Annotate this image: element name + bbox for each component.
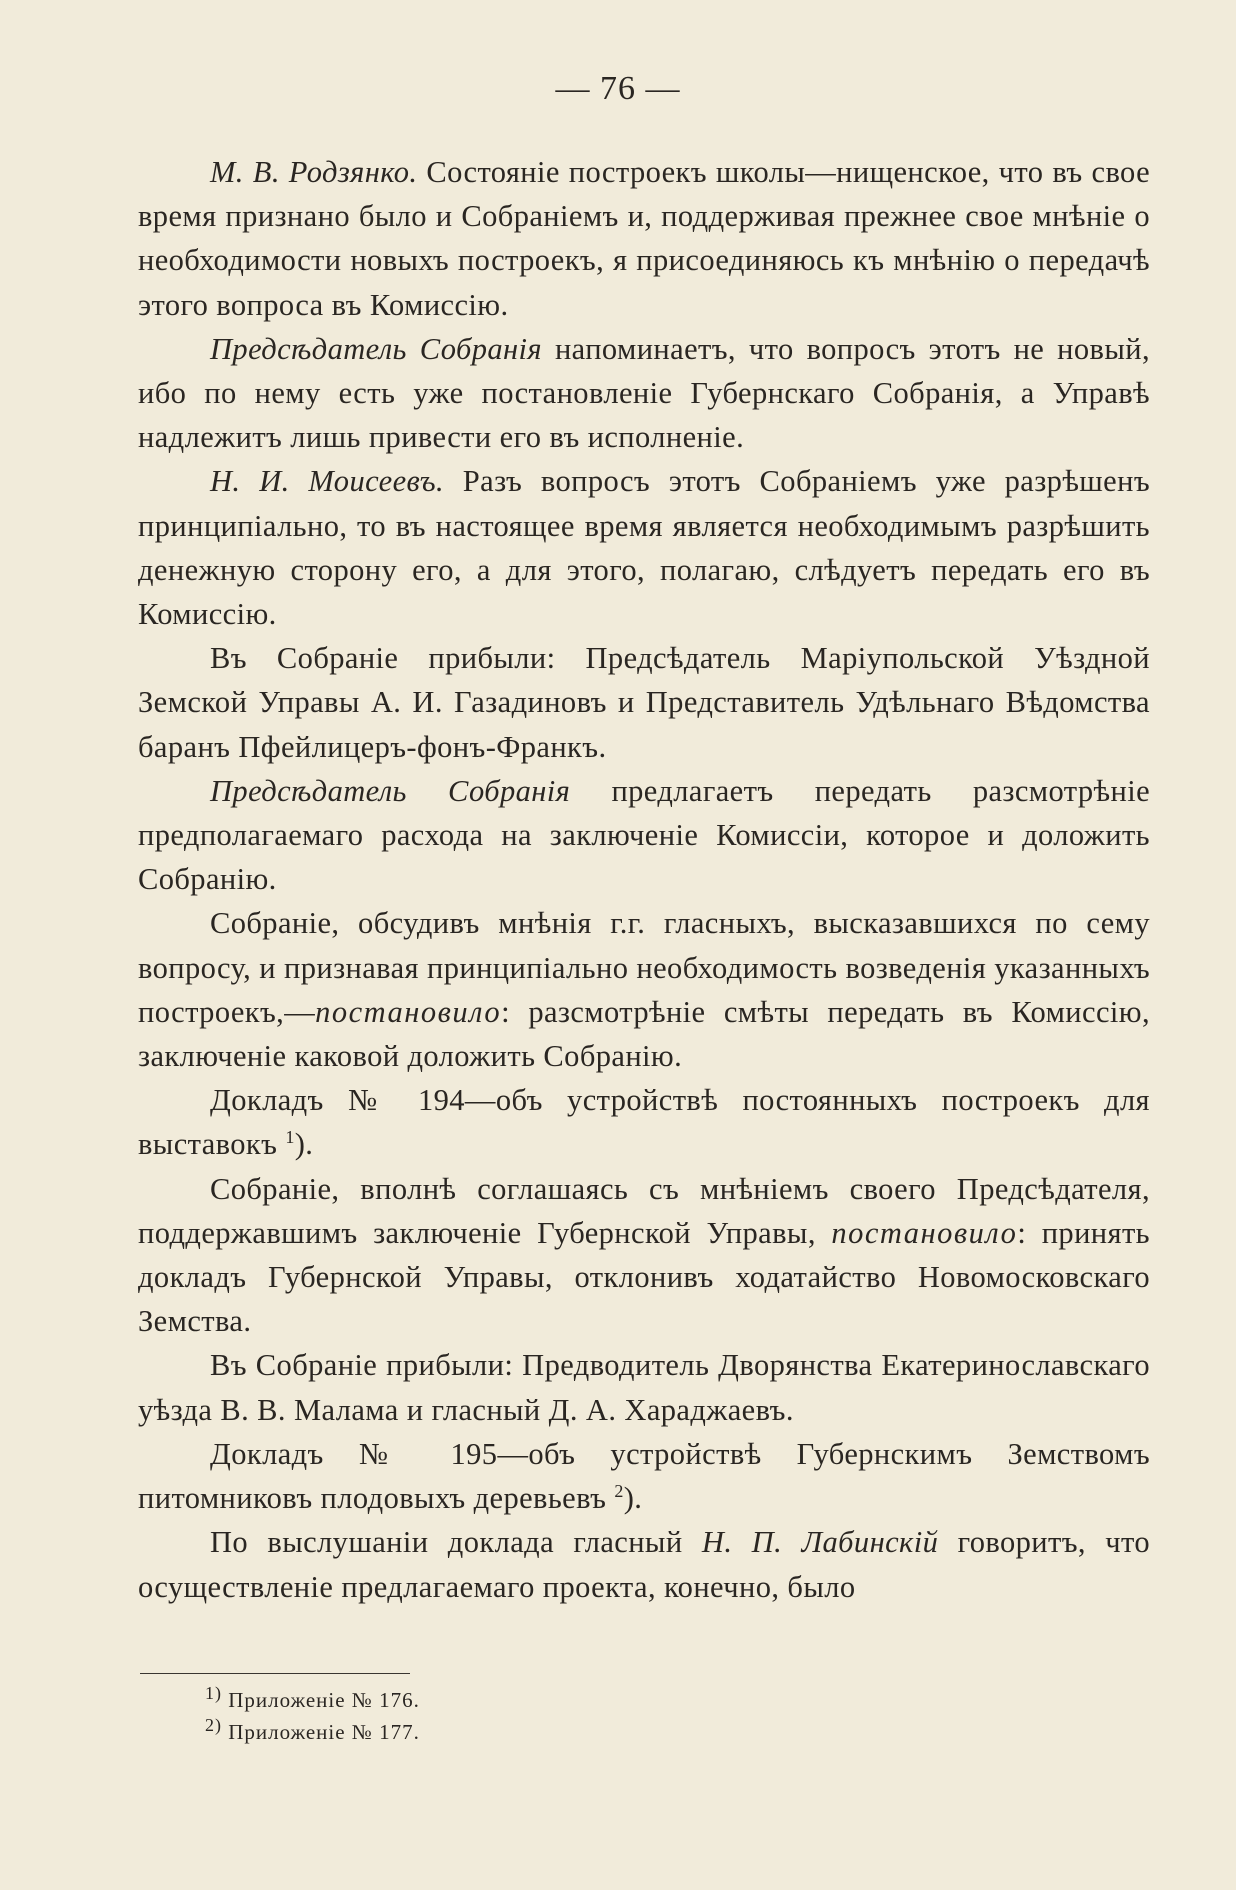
resolution-word: постановило [315,994,502,1029]
speaker-name: М. В. Родзянко. [210,155,418,189]
paragraph-text: Докладъ № 195—объ устройствѣ Губернскимъ Земствомъ питомниковъ плодовыхъ деревьевъ [138,1436,1150,1516]
paragraph-text: ). [623,1481,643,1516]
speaker-name: Н. И. Моисеевъ. [210,464,445,499]
paragraph-text: напоминаетъ, что вопросъ этотъ не новый, ибо по нему есть уже постановленіе Губернскаго Собранія, а Управѣ надлежитъ лишь привести его въ исполненіе. [138,331,1150,455]
footnote-divider [140,1673,410,1674]
resolution-word: постановило [831,1215,1018,1250]
footnote-ref: 2 [614,1480,624,1501]
speaker-name: Н. П. Лабинскій [701,1525,939,1560]
footnote-mark: 2) [205,1715,222,1735]
paragraph-text: Собраніе, вполнѣ соглашаясь съ мнѣніемъ своего Предсѣдателя, поддержавшимъ заключеніе Губернской Управы, [138,1171,1150,1250]
paragraph-text: Собраніе, обсудивъ мнѣнія г.г. гласныхъ, высказавшихся по сему вопросу, и признавая принципіально необходимость возведенія указанныхъ построекъ,— [138,906,1150,1029]
page-number: — 76 — [555,70,681,107]
paragraph-text: Въ Собраніе прибыли: Предсѣдатель Маріупольской Уѣздной Земской Управы А. И. Газадиновъ и Представитель Удѣльнаго Вѣдомства баранъ Пфейлицеръ-фонъ-Франкъ. [138,641,1150,764]
paragraph [138,459,1150,636]
footnote-mark: 1) [205,1683,222,1703]
paragraph-text: предлагаетъ передать разсмотрѣніе предполагаемаго расхода на заключеніе Комиссіи, которое и доложить Собранію. [138,773,1151,897]
paragraph [138,901,1150,1078]
paragraph [138,636,1150,769]
paragraph [138,1343,1150,1431]
paragraph-text: Разъ вопросъ этотъ Собраніемъ уже разрѣшенъ принципіально, то въ настоящее время является необходимымъ разрѣшить денежную сторону его, а для этого, полагаю, слѣдуетъ передать его въ Комиссію. [138,464,1151,632]
paragraph [138,327,1150,460]
paragraph-text: По выслушаніи доклада гласный [210,1525,702,1560]
paragraph [138,1078,1150,1166]
footnote [205,1716,420,1748]
footnotes [205,1684,420,1748]
paragraph-text: ). [294,1127,314,1162]
paragraph [138,769,1150,902]
paragraph-text: Состояніе построекъ школы—нищенское, что въ свое время признано было и Собраніемъ и, поддерживая прежнее свое мнѣніе о необходимости новыхъ построекъ, я присоединяюсь къ мнѣнію о передачѣ этого вопроса въ Комиссію. [138,155,1151,322]
paragraph-text: Докладъ № 194—объ устройствѣ постоянныхъ построекъ для выставокъ [138,1083,1150,1162]
paragraph [138,1167,1150,1344]
speaker-name: Предсѣдатель Собранія [210,331,542,366]
footnote-text: Приложеніе № 177. [228,1720,420,1744]
paragraph [138,1432,1150,1520]
footnote [205,1684,420,1716]
footnote-text: Приложеніе № 176. [228,1688,420,1712]
paragraph-text: : разсмотрѣніе смѣты передать въ Комиссію, заключеніе каковой доложить Собранію. [138,994,1150,1074]
paragraph [138,150,1150,327]
paragraph-text: говоритъ, что осуществленіе предлагаемаго проекта, конечно, было [138,1525,1150,1604]
paragraph [138,1520,1150,1608]
paragraph-text: Въ Собраніе прибыли: Предводитель Дворянства Екатеринославскаго уѣзда В. В. Малама и гласный Д. А. Хараджаевъ. [138,1348,1150,1427]
speaker-name: Предсѣдатель Собранія [210,773,571,808]
paragraph-text: : принять докладъ Губернской Управы, отклонивъ ходатайство Новомосковскаго Земства. [138,1215,1150,1339]
footnote-ref: 1 [285,1127,295,1148]
body-text [138,150,1150,1609]
